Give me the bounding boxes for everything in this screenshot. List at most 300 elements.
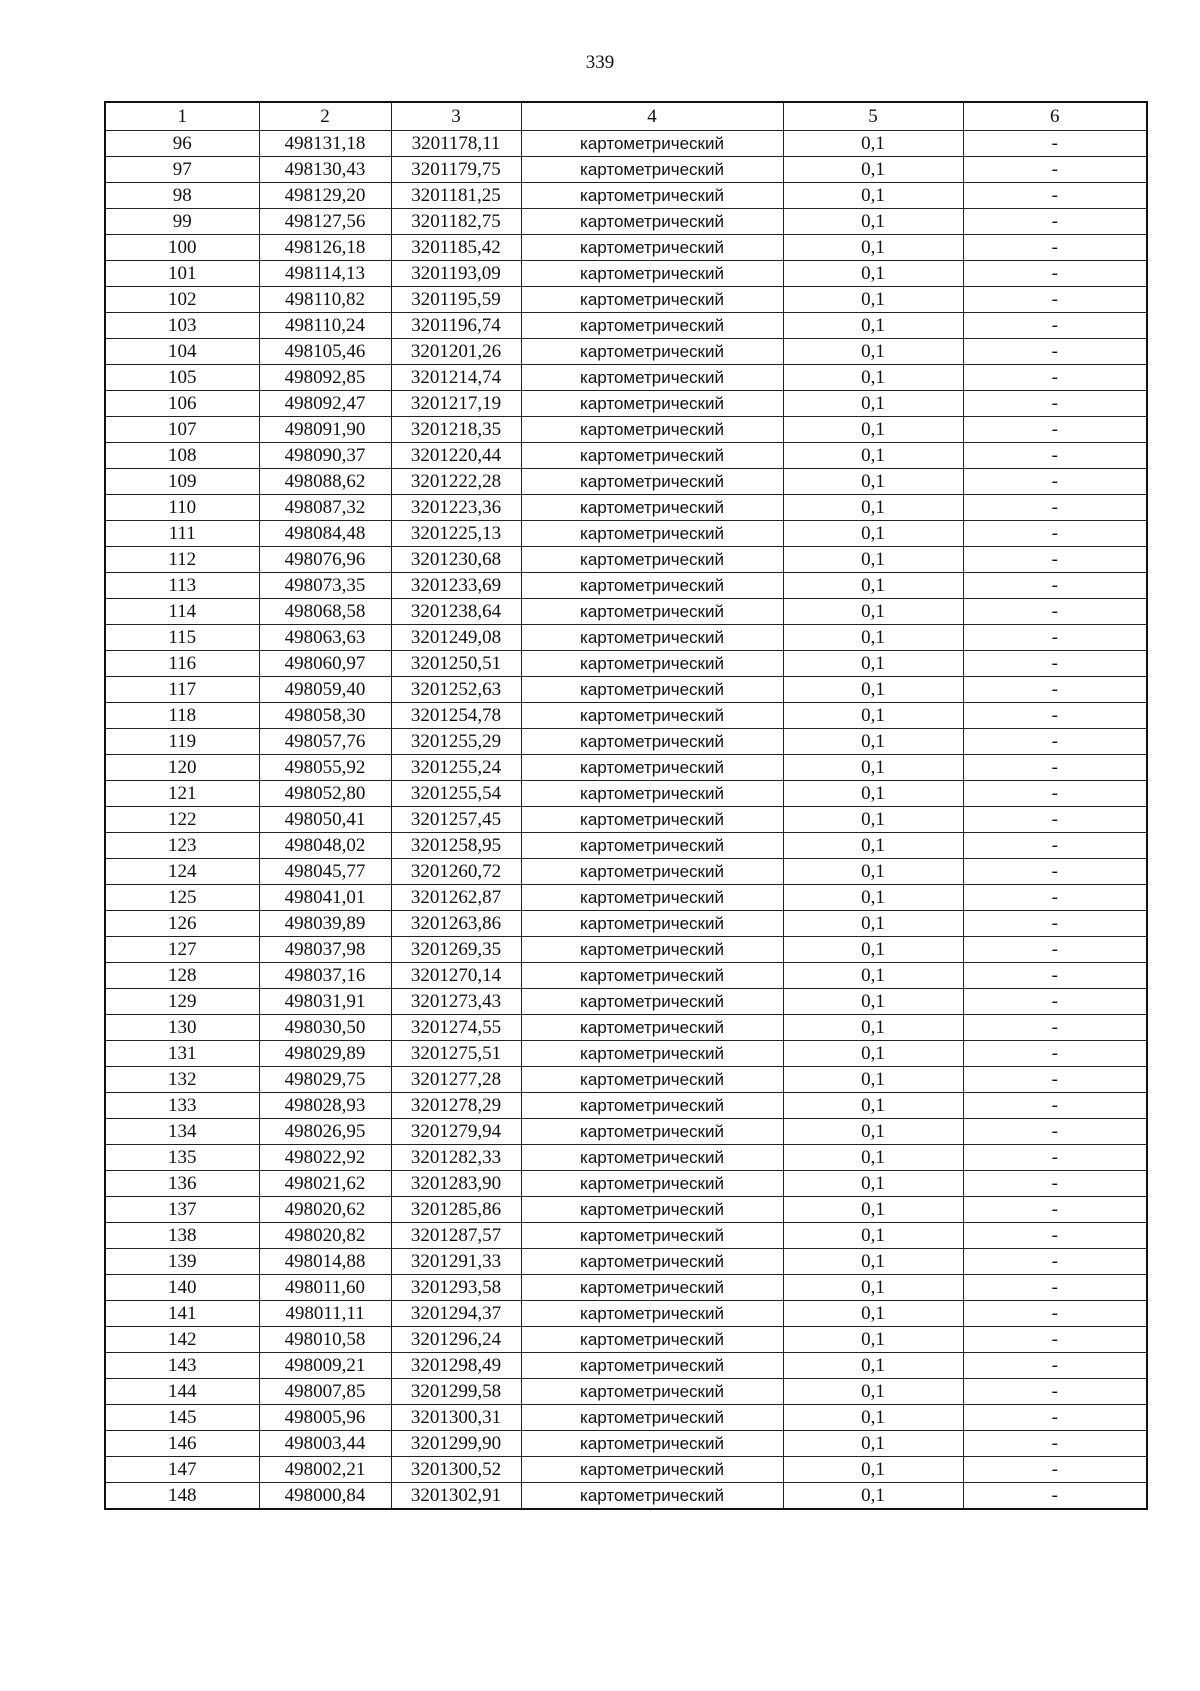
- method-cell: картометрический: [521, 859, 783, 885]
- point-number-cell: 134: [105, 1119, 259, 1145]
- x-coordinate-cell: 498126,18: [259, 235, 391, 261]
- accuracy-cell: 0,1: [783, 1405, 963, 1431]
- accuracy-cell: 0,1: [783, 235, 963, 261]
- table-row: [105, 1457, 1147, 1483]
- accuracy-cell: 0,1: [783, 391, 963, 417]
- method-cell: картометрический: [521, 703, 783, 729]
- point-number-cell: 112: [105, 547, 259, 573]
- method-cell: картометрический: [521, 1223, 783, 1249]
- point-number-cell: 137: [105, 1197, 259, 1223]
- y-coordinate-cell: 3201291,33: [391, 1249, 521, 1275]
- y-coordinate-cell: 3201217,19: [391, 391, 521, 417]
- accuracy-cell: 0,1: [783, 625, 963, 651]
- accuracy-cell: 0,1: [783, 1483, 963, 1510]
- point-number-cell: 145: [105, 1405, 259, 1431]
- note-cell: -: [963, 521, 1147, 547]
- table-row: [105, 625, 1147, 651]
- table-row: [105, 703, 1147, 729]
- note-cell: -: [963, 1197, 1147, 1223]
- x-coordinate-cell: 498041,01: [259, 885, 391, 911]
- method-cell: картометрический: [521, 131, 783, 157]
- accuracy-cell: 0,1: [783, 443, 963, 469]
- table-row: [105, 599, 1147, 625]
- method-cell: картометрический: [521, 755, 783, 781]
- table-row: [105, 547, 1147, 573]
- table-row: [105, 1483, 1147, 1510]
- method-cell: картометрический: [521, 963, 783, 989]
- y-coordinate-cell: 3201263,86: [391, 911, 521, 937]
- method-cell: картометрический: [521, 1119, 783, 1145]
- table-row: [105, 573, 1147, 599]
- method-cell: картометрический: [521, 469, 783, 495]
- point-number-cell: 138: [105, 1223, 259, 1249]
- accuracy-cell: 0,1: [783, 963, 963, 989]
- note-cell: -: [963, 781, 1147, 807]
- accuracy-cell: 0,1: [783, 547, 963, 573]
- x-coordinate-cell: 498026,95: [259, 1119, 391, 1145]
- y-coordinate-cell: 3201257,45: [391, 807, 521, 833]
- coordinates-table: [104, 101, 1148, 1510]
- note-cell: -: [963, 1275, 1147, 1301]
- method-cell: картометрический: [521, 417, 783, 443]
- accuracy-cell: 0,1: [783, 495, 963, 521]
- table-row: [105, 1119, 1147, 1145]
- table-row: [105, 859, 1147, 885]
- method-cell: картометрический: [521, 157, 783, 183]
- note-cell: -: [963, 1353, 1147, 1379]
- table-row: [105, 911, 1147, 937]
- note-cell: -: [963, 1301, 1147, 1327]
- table-row: [105, 1015, 1147, 1041]
- point-number-cell: 144: [105, 1379, 259, 1405]
- point-number-cell: 116: [105, 651, 259, 677]
- y-coordinate-cell: 3201278,29: [391, 1093, 521, 1119]
- method-cell: картометрический: [521, 391, 783, 417]
- note-cell: -: [963, 729, 1147, 755]
- note-cell: -: [963, 599, 1147, 625]
- point-number-cell: 133: [105, 1093, 259, 1119]
- note-cell: -: [963, 1145, 1147, 1171]
- point-number-cell: 139: [105, 1249, 259, 1275]
- table-row: [105, 677, 1147, 703]
- y-coordinate-cell: 3201299,58: [391, 1379, 521, 1405]
- method-cell: картометрический: [521, 1093, 783, 1119]
- x-coordinate-cell: 498057,76: [259, 729, 391, 755]
- accuracy-cell: 0,1: [783, 1119, 963, 1145]
- point-number-cell: 102: [105, 287, 259, 313]
- table-row: [105, 1249, 1147, 1275]
- y-coordinate-cell: 3201287,57: [391, 1223, 521, 1249]
- table-row: [105, 833, 1147, 859]
- table-row: [105, 183, 1147, 209]
- accuracy-cell: 0,1: [783, 1249, 963, 1275]
- table-row: [105, 339, 1147, 365]
- note-cell: -: [963, 833, 1147, 859]
- y-coordinate-cell: 3201255,24: [391, 755, 521, 781]
- method-cell: картометрический: [521, 1067, 783, 1093]
- method-cell: картометрический: [521, 443, 783, 469]
- accuracy-cell: 0,1: [783, 261, 963, 287]
- point-number-cell: 103: [105, 313, 259, 339]
- note-cell: -: [963, 495, 1147, 521]
- note-cell: -: [963, 1483, 1147, 1510]
- table-row: [105, 1405, 1147, 1431]
- point-number-cell: 127: [105, 937, 259, 963]
- y-coordinate-cell: 3201283,90: [391, 1171, 521, 1197]
- accuracy-cell: 0,1: [783, 703, 963, 729]
- table-row: [105, 937, 1147, 963]
- point-number-cell: 109: [105, 469, 259, 495]
- point-number-cell: 107: [105, 417, 259, 443]
- note-cell: -: [963, 911, 1147, 937]
- accuracy-cell: 0,1: [783, 911, 963, 937]
- note-cell: -: [963, 1405, 1147, 1431]
- y-coordinate-cell: 3201223,36: [391, 495, 521, 521]
- accuracy-cell: 0,1: [783, 183, 963, 209]
- x-coordinate-cell: 498055,92: [259, 755, 391, 781]
- accuracy-cell: 0,1: [783, 1353, 963, 1379]
- x-coordinate-cell: 498068,58: [259, 599, 391, 625]
- note-cell: -: [963, 703, 1147, 729]
- y-coordinate-cell: 3201222,28: [391, 469, 521, 495]
- note-cell: -: [963, 807, 1147, 833]
- y-coordinate-cell: 3201302,91: [391, 1483, 521, 1510]
- method-cell: картометрический: [521, 807, 783, 833]
- x-coordinate-cell: 498063,63: [259, 625, 391, 651]
- point-number-cell: 101: [105, 261, 259, 287]
- x-coordinate-cell: 498073,35: [259, 573, 391, 599]
- y-coordinate-cell: 3201196,74: [391, 313, 521, 339]
- table-row: [105, 287, 1147, 313]
- point-number-cell: 104: [105, 339, 259, 365]
- accuracy-cell: 0,1: [783, 1197, 963, 1223]
- x-coordinate-cell: 498003,44: [259, 1431, 391, 1457]
- method-cell: картометрический: [521, 1249, 783, 1275]
- point-number-cell: 96: [105, 131, 259, 157]
- accuracy-cell: 0,1: [783, 209, 963, 235]
- y-coordinate-cell: 3201238,64: [391, 599, 521, 625]
- accuracy-cell: 0,1: [783, 833, 963, 859]
- y-coordinate-cell: 3201260,72: [391, 859, 521, 885]
- method-cell: картометрический: [521, 573, 783, 599]
- x-coordinate-cell: 498002,21: [259, 1457, 391, 1483]
- table-row: [105, 417, 1147, 443]
- accuracy-cell: 0,1: [783, 157, 963, 183]
- accuracy-cell: 0,1: [783, 131, 963, 157]
- x-coordinate-cell: 498021,62: [259, 1171, 391, 1197]
- y-coordinate-cell: 3201270,14: [391, 963, 521, 989]
- accuracy-cell: 0,1: [783, 1379, 963, 1405]
- point-number-cell: 100: [105, 235, 259, 261]
- y-coordinate-cell: 3201300,52: [391, 1457, 521, 1483]
- accuracy-cell: 0,1: [783, 599, 963, 625]
- method-cell: картометрический: [521, 677, 783, 703]
- method-cell: картометрический: [521, 313, 783, 339]
- note-cell: -: [963, 469, 1147, 495]
- point-number-cell: 141: [105, 1301, 259, 1327]
- point-number-cell: 148: [105, 1483, 259, 1510]
- note-cell: -: [963, 547, 1147, 573]
- note-cell: -: [963, 1249, 1147, 1275]
- table-row: [105, 365, 1147, 391]
- table-row: [105, 1093, 1147, 1119]
- table-row: [105, 1353, 1147, 1379]
- method-cell: картометрический: [521, 287, 783, 313]
- point-number-cell: 105: [105, 365, 259, 391]
- y-coordinate-cell: 3201185,42: [391, 235, 521, 261]
- accuracy-cell: 0,1: [783, 755, 963, 781]
- x-coordinate-cell: 498000,84: [259, 1483, 391, 1510]
- y-coordinate-cell: 3201277,28: [391, 1067, 521, 1093]
- accuracy-cell: 0,1: [783, 807, 963, 833]
- note-cell: -: [963, 1327, 1147, 1353]
- point-number-cell: 115: [105, 625, 259, 651]
- accuracy-cell: 0,1: [783, 1015, 963, 1041]
- y-coordinate-cell: 3201282,33: [391, 1145, 521, 1171]
- point-number-cell: 108: [105, 443, 259, 469]
- point-number-cell: 122: [105, 807, 259, 833]
- point-number-cell: 99: [105, 209, 259, 235]
- x-coordinate-cell: 498090,37: [259, 443, 391, 469]
- method-cell: картометрический: [521, 625, 783, 651]
- y-coordinate-cell: 3201230,68: [391, 547, 521, 573]
- note-cell: -: [963, 391, 1147, 417]
- table-row: [105, 209, 1147, 235]
- method-cell: картометрический: [521, 521, 783, 547]
- accuracy-cell: 0,1: [783, 989, 963, 1015]
- point-number-cell: 132: [105, 1067, 259, 1093]
- x-coordinate-cell: 498011,60: [259, 1275, 391, 1301]
- accuracy-cell: 0,1: [783, 1041, 963, 1067]
- accuracy-cell: 0,1: [783, 651, 963, 677]
- method-cell: картометрический: [521, 1197, 783, 1223]
- table-row: [105, 1171, 1147, 1197]
- point-number-cell: 129: [105, 989, 259, 1015]
- x-coordinate-cell: 498014,88: [259, 1249, 391, 1275]
- x-coordinate-cell: 498039,89: [259, 911, 391, 937]
- y-coordinate-cell: 3201279,94: [391, 1119, 521, 1145]
- table-row: [105, 1145, 1147, 1171]
- note-cell: -: [963, 677, 1147, 703]
- note-cell: -: [963, 183, 1147, 209]
- table-header-row: [105, 102, 1147, 131]
- point-number-cell: 118: [105, 703, 259, 729]
- point-number-cell: 110: [105, 495, 259, 521]
- x-coordinate-cell: 498088,62: [259, 469, 391, 495]
- y-coordinate-cell: 3201269,35: [391, 937, 521, 963]
- accuracy-cell: 0,1: [783, 885, 963, 911]
- point-number-cell: 130: [105, 1015, 259, 1041]
- note-cell: -: [963, 573, 1147, 599]
- x-coordinate-cell: 498022,92: [259, 1145, 391, 1171]
- note-cell: -: [963, 989, 1147, 1015]
- x-coordinate-cell: 498029,89: [259, 1041, 391, 1067]
- x-coordinate-cell: 498020,62: [259, 1197, 391, 1223]
- table-row: [105, 1301, 1147, 1327]
- accuracy-cell: 0,1: [783, 1171, 963, 1197]
- accuracy-cell: 0,1: [783, 417, 963, 443]
- x-coordinate-cell: 498076,96: [259, 547, 391, 573]
- point-number-cell: 119: [105, 729, 259, 755]
- method-cell: картометрический: [521, 989, 783, 1015]
- point-number-cell: 117: [105, 677, 259, 703]
- column-header: 1: [105, 102, 259, 131]
- table-row: [105, 1197, 1147, 1223]
- y-coordinate-cell: 3201274,55: [391, 1015, 521, 1041]
- accuracy-cell: 0,1: [783, 339, 963, 365]
- accuracy-cell: 0,1: [783, 1145, 963, 1171]
- y-coordinate-cell: 3201296,24: [391, 1327, 521, 1353]
- note-cell: -: [963, 1067, 1147, 1093]
- table-row: [105, 781, 1147, 807]
- method-cell: картометрический: [521, 209, 783, 235]
- method-cell: картометрический: [521, 261, 783, 287]
- x-coordinate-cell: 498059,40: [259, 677, 391, 703]
- note-cell: -: [963, 937, 1147, 963]
- point-number-cell: 147: [105, 1457, 259, 1483]
- y-coordinate-cell: 3201214,74: [391, 365, 521, 391]
- method-cell: картометрический: [521, 495, 783, 521]
- method-cell: картометрический: [521, 599, 783, 625]
- x-coordinate-cell: 498131,18: [259, 131, 391, 157]
- x-coordinate-cell: 498127,56: [259, 209, 391, 235]
- table-row: [105, 131, 1147, 157]
- note-cell: -: [963, 1431, 1147, 1457]
- page-number: 339: [585, 52, 615, 73]
- note-cell: -: [963, 339, 1147, 365]
- column-header: 6: [963, 102, 1147, 131]
- x-coordinate-cell: 498028,93: [259, 1093, 391, 1119]
- table-row: [105, 469, 1147, 495]
- x-coordinate-cell: 498105,46: [259, 339, 391, 365]
- method-cell: картометрический: [521, 1171, 783, 1197]
- point-number-cell: 97: [105, 157, 259, 183]
- method-cell: картометрический: [521, 1275, 783, 1301]
- x-coordinate-cell: 498037,16: [259, 963, 391, 989]
- x-coordinate-cell: 498050,41: [259, 807, 391, 833]
- point-number-cell: 111: [105, 521, 259, 547]
- table-row: [105, 391, 1147, 417]
- x-coordinate-cell: 498005,96: [259, 1405, 391, 1431]
- point-number-cell: 140: [105, 1275, 259, 1301]
- method-cell: картометрический: [521, 911, 783, 937]
- x-coordinate-cell: 498031,91: [259, 989, 391, 1015]
- note-cell: -: [963, 209, 1147, 235]
- method-cell: картометрический: [521, 1015, 783, 1041]
- method-cell: картометрический: [521, 1483, 783, 1510]
- method-cell: картометрический: [521, 235, 783, 261]
- point-number-cell: 136: [105, 1171, 259, 1197]
- x-coordinate-cell: 498060,97: [259, 651, 391, 677]
- table-row: [105, 1067, 1147, 1093]
- x-coordinate-cell: 498091,90: [259, 417, 391, 443]
- y-coordinate-cell: 3201255,29: [391, 729, 521, 755]
- x-coordinate-cell: 498020,82: [259, 1223, 391, 1249]
- x-coordinate-cell: 498007,85: [259, 1379, 391, 1405]
- accuracy-cell: 0,1: [783, 1093, 963, 1119]
- note-cell: -: [963, 287, 1147, 313]
- method-cell: картометрический: [521, 339, 783, 365]
- note-cell: -: [963, 1171, 1147, 1197]
- y-coordinate-cell: 3201178,11: [391, 131, 521, 157]
- x-coordinate-cell: 498045,77: [259, 859, 391, 885]
- y-coordinate-cell: 3201195,59: [391, 287, 521, 313]
- method-cell: картометрический: [521, 729, 783, 755]
- point-number-cell: 142: [105, 1327, 259, 1353]
- accuracy-cell: 0,1: [783, 937, 963, 963]
- note-cell: -: [963, 1041, 1147, 1067]
- method-cell: картометрический: [521, 781, 783, 807]
- table-row: [105, 261, 1147, 287]
- note-cell: -: [963, 1015, 1147, 1041]
- table-row: [105, 755, 1147, 781]
- method-cell: картометрический: [521, 1301, 783, 1327]
- y-coordinate-cell: 3201218,35: [391, 417, 521, 443]
- table-row: [105, 885, 1147, 911]
- accuracy-cell: 0,1: [783, 859, 963, 885]
- note-cell: -: [963, 365, 1147, 391]
- note-cell: -: [963, 261, 1147, 287]
- table-row: [105, 963, 1147, 989]
- point-number-cell: 135: [105, 1145, 259, 1171]
- table-row: [105, 651, 1147, 677]
- accuracy-cell: 0,1: [783, 1431, 963, 1457]
- y-coordinate-cell: 3201254,78: [391, 703, 521, 729]
- note-cell: -: [963, 313, 1147, 339]
- accuracy-cell: 0,1: [783, 1301, 963, 1327]
- accuracy-cell: 0,1: [783, 521, 963, 547]
- column-header: 3: [391, 102, 521, 131]
- x-coordinate-cell: 498114,13: [259, 261, 391, 287]
- note-cell: -: [963, 651, 1147, 677]
- y-coordinate-cell: 3201182,75: [391, 209, 521, 235]
- y-coordinate-cell: 3201298,49: [391, 1353, 521, 1379]
- accuracy-cell: 0,1: [783, 1067, 963, 1093]
- x-coordinate-cell: 498048,02: [259, 833, 391, 859]
- accuracy-cell: 0,1: [783, 781, 963, 807]
- note-cell: -: [963, 1093, 1147, 1119]
- table-row: [105, 495, 1147, 521]
- x-coordinate-cell: 498092,47: [259, 391, 391, 417]
- point-number-cell: 123: [105, 833, 259, 859]
- table-row: [105, 157, 1147, 183]
- column-header: 2: [259, 102, 391, 131]
- note-cell: -: [963, 1379, 1147, 1405]
- x-coordinate-cell: 498009,21: [259, 1353, 391, 1379]
- y-coordinate-cell: 3201255,54: [391, 781, 521, 807]
- accuracy-cell: 0,1: [783, 1457, 963, 1483]
- point-number-cell: 125: [105, 885, 259, 911]
- note-cell: -: [963, 1457, 1147, 1483]
- point-number-cell: 128: [105, 963, 259, 989]
- column-header: 4: [521, 102, 783, 131]
- accuracy-cell: 0,1: [783, 365, 963, 391]
- method-cell: картометрический: [521, 1457, 783, 1483]
- x-coordinate-cell: 498011,11: [259, 1301, 391, 1327]
- y-coordinate-cell: 3201300,31: [391, 1405, 521, 1431]
- method-cell: картометрический: [521, 651, 783, 677]
- point-number-cell: 98: [105, 183, 259, 209]
- note-cell: -: [963, 1223, 1147, 1249]
- point-number-cell: 113: [105, 573, 259, 599]
- y-coordinate-cell: 3201299,90: [391, 1431, 521, 1457]
- table-body: [105, 131, 1147, 1510]
- y-coordinate-cell: 3201249,08: [391, 625, 521, 651]
- point-number-cell: 143: [105, 1353, 259, 1379]
- y-coordinate-cell: 3201262,87: [391, 885, 521, 911]
- accuracy-cell: 0,1: [783, 573, 963, 599]
- note-cell: -: [963, 1119, 1147, 1145]
